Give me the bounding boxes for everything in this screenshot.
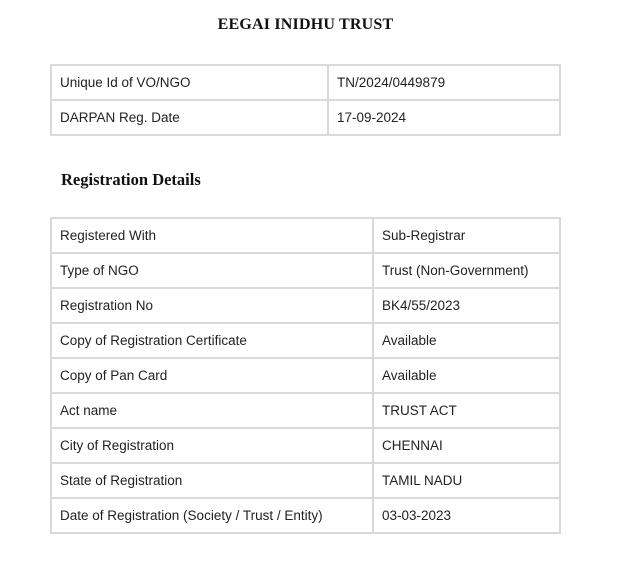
state-value: TAMIL NADU	[373, 463, 560, 498]
organization-title: EEGAI INIDHU TRUST	[217, 16, 394, 33]
ngo-type-label: Type of NGO	[51, 253, 373, 288]
city-value: CHENNAI	[373, 428, 560, 463]
table-row	[51, 253, 560, 288]
state-label: State of Registration	[51, 463, 373, 498]
unique-id-value: TN/2024/0449879	[328, 65, 560, 100]
table-row	[51, 100, 560, 135]
registration-details-table	[50, 217, 561, 534]
act-name-value: TRUST ACT	[373, 393, 560, 428]
darpan-date-label: DARPAN Reg. Date	[51, 100, 328, 135]
darpan-date-value: 17-09-2024	[328, 100, 560, 135]
table-row	[51, 393, 560, 428]
registered-with-value: Sub-Registrar	[373, 218, 560, 253]
pan-card-label: Copy of Pan Card	[51, 358, 373, 393]
city-label: City of Registration	[51, 428, 373, 463]
registration-details-heading: Registration Details	[61, 170, 201, 189]
table-row	[51, 463, 560, 498]
registration-certificate-label: Copy of Registration Certificate	[51, 323, 373, 358]
pan-card-value: Available	[373, 358, 560, 393]
act-name-label: Act name	[51, 393, 373, 428]
registration-date-label: Date of Registration (Society / Trust / Entity)	[51, 498, 373, 533]
registration-date-value: 03-03-2023	[373, 498, 560, 533]
registration-no-value: BK4/55/2023	[373, 288, 560, 323]
table-row	[51, 218, 560, 253]
table-row	[51, 498, 560, 533]
table-row	[51, 358, 560, 393]
basic-info-table	[50, 64, 561, 136]
registration-certificate-value: Available	[373, 323, 560, 358]
table-row	[51, 323, 560, 358]
ngo-type-value: Trust (Non-Government)	[373, 253, 560, 288]
registered-with-label: Registered With	[51, 218, 373, 253]
table-row	[51, 288, 560, 323]
table-row	[51, 65, 560, 100]
registration-no-label: Registration No	[51, 288, 373, 323]
unique-id-label: Unique Id of VO/NGO	[51, 65, 328, 100]
table-row	[51, 428, 560, 463]
